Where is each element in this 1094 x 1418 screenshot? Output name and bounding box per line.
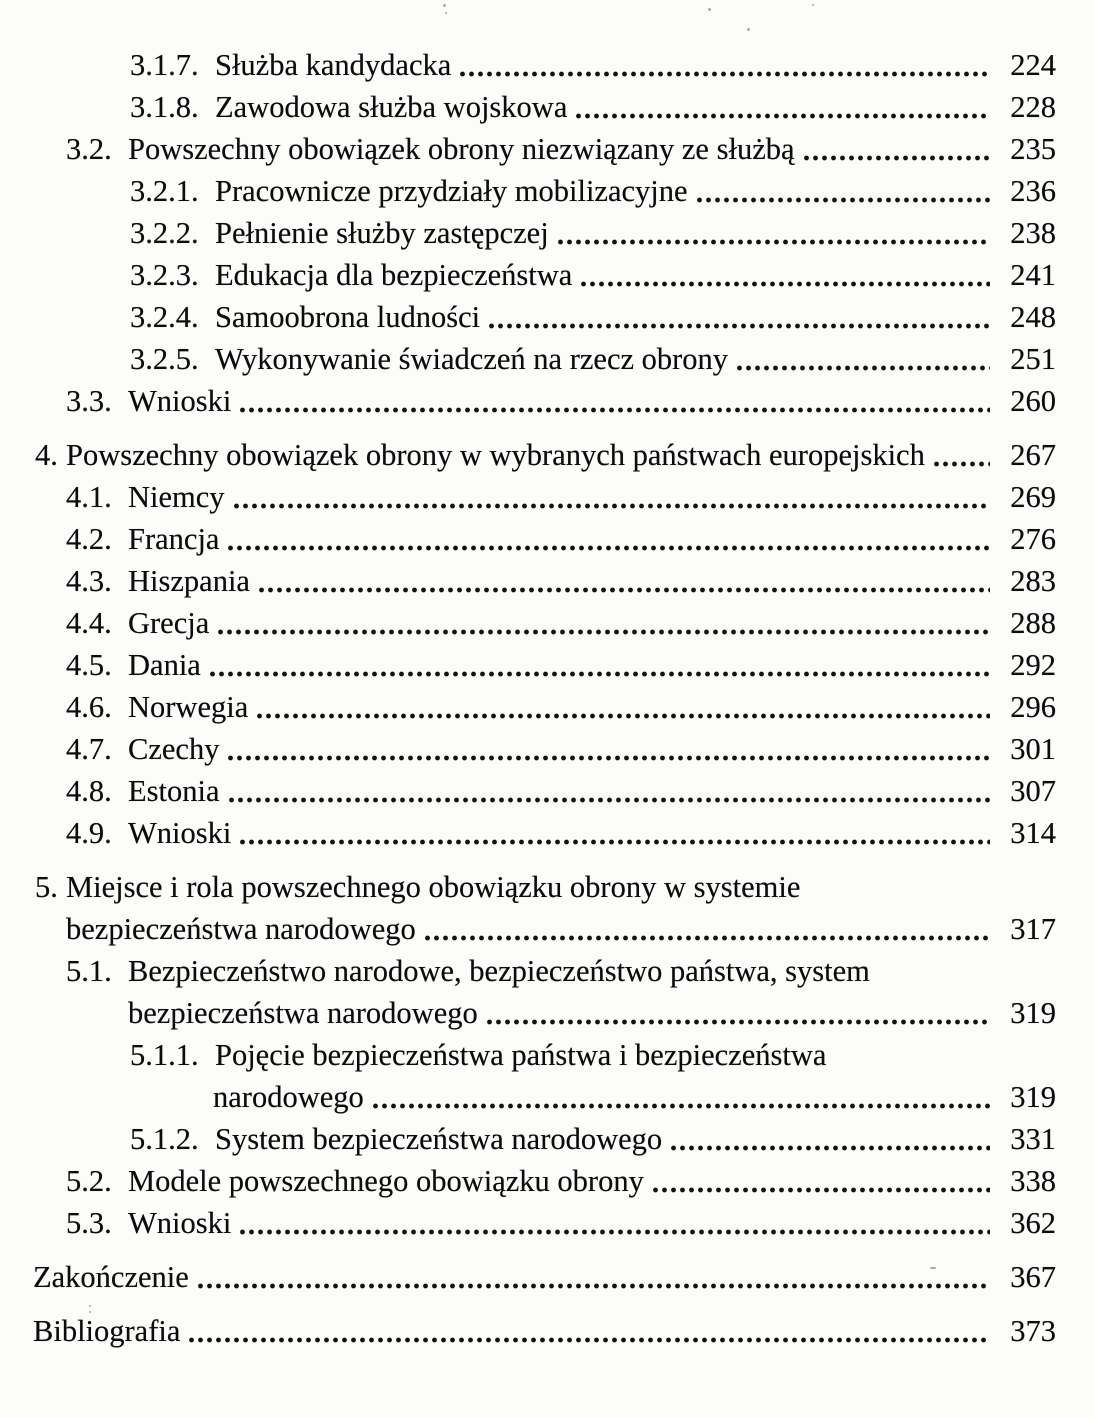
toc-entry-line	[0, 296, 1056, 338]
toc-entry-line	[0, 1034, 1056, 1076]
dot-leader	[371, 1103, 990, 1109]
dot-leader	[232, 503, 990, 509]
toc-entry-line	[0, 1256, 1056, 1298]
dot-leader	[423, 935, 990, 941]
toc-entry-number: 3.2.3.	[130, 258, 199, 292]
toc-entry-line	[0, 170, 1056, 212]
toc-entry-number: 5.	[35, 870, 58, 904]
toc-entry-title: Francja	[128, 522, 220, 556]
toc-entry-title: Pracownicze przydziały mobilizacyjne	[215, 174, 688, 208]
toc-entry-title: Służba kandydacka	[215, 48, 452, 82]
toc-page-number: 301	[1010, 732, 1056, 766]
toc-entry-number: 3.1.8.	[130, 90, 199, 124]
toc-entry-line	[0, 128, 1056, 170]
dot-leader	[187, 1337, 990, 1343]
toc-entry-line	[0, 1118, 1056, 1160]
toc-entry-line	[0, 728, 1056, 770]
toc-page-number: 260	[1010, 384, 1056, 418]
toc-entry-number: 5.1.1.	[130, 1038, 199, 1072]
scan-speck	[89, 1305, 91, 1307]
toc-entry-number: 3.2.1.	[130, 174, 199, 208]
toc-page-number: 248	[1010, 300, 1056, 334]
toc-entry-line	[0, 1160, 1056, 1202]
toc-entry-title: Estonia	[128, 774, 220, 808]
toc-entry-title: Dania	[128, 648, 201, 682]
toc-entry-number: 4.5.	[66, 648, 112, 682]
toc-entry-title: Wnioski	[128, 1206, 232, 1240]
toc-entry-title: Powszechny obowiązek obrony w wybranych państwach europejskich	[66, 438, 925, 472]
toc-entry-number: 3.2.5.	[130, 342, 199, 376]
toc-page-number: 224	[1010, 48, 1056, 82]
toc-entry-line	[0, 212, 1056, 254]
scan-speck	[445, 12, 447, 14]
toc-entry-title: Hiszpania	[128, 564, 250, 598]
toc-entry-title: bezpieczeństwa narodowego	[66, 912, 416, 946]
toc-entry-line	[0, 770, 1056, 812]
toc-entry-title: Norwegia	[128, 690, 249, 724]
toc-entry-line	[0, 380, 1056, 422]
toc-entry-title: System bezpieczeństwa narodowego	[215, 1122, 663, 1156]
dot-leader	[735, 365, 990, 371]
toc-entry-number: 4.8.	[66, 774, 112, 808]
toc-entry-line	[0, 812, 1056, 854]
toc-entry-line	[0, 560, 1056, 602]
toc-page-number: 267	[1010, 438, 1056, 472]
toc-entry-number: 5.1.	[66, 954, 112, 988]
toc-entry-number: 4.6.	[66, 690, 112, 724]
toc-entry-number: 4.4.	[66, 606, 112, 640]
dot-leader	[196, 1283, 990, 1289]
toc-entry-title: Powszechny obowiązek obrony niezwiązany ze służbą	[128, 132, 795, 166]
toc-page-number: 331	[1010, 1122, 1056, 1156]
dot-leader	[579, 281, 990, 287]
toc-entry-title: Wnioski	[128, 384, 232, 418]
dot-leader	[226, 545, 990, 551]
toc-entry-number: 3.2.4.	[130, 300, 199, 334]
scan-speck	[443, 4, 446, 7]
toc-entry-number: 4.2.	[66, 522, 112, 556]
toc-entry-title: Pojęcie bezpieczeństwa państwa i bezpieczeństwa	[215, 1038, 827, 1072]
toc-page-number: 288	[1010, 606, 1056, 640]
toc-entry-line	[0, 518, 1056, 560]
toc-page-number: 338	[1010, 1164, 1056, 1198]
toc-entry-line	[0, 338, 1056, 380]
dot-leader	[695, 197, 990, 203]
toc-entry-title: Samoobrona ludności	[215, 300, 481, 334]
toc-entry-number: 3.3.	[66, 384, 112, 418]
toc-entry-line	[0, 1310, 1056, 1352]
toc-page-number: 228	[1010, 90, 1056, 124]
toc-entry-line	[0, 992, 1056, 1034]
dot-leader	[932, 461, 990, 467]
toc-page-number: 317	[1010, 912, 1056, 946]
dot-leader	[226, 755, 990, 761]
toc-entry-number: 4.1.	[66, 480, 112, 514]
toc-entry-number: 4.3.	[66, 564, 112, 598]
dot-leader	[238, 1229, 990, 1235]
dot-leader	[574, 113, 990, 119]
dot-leader	[238, 839, 990, 845]
dot-leader	[556, 239, 990, 245]
toc-entry-line	[0, 476, 1056, 518]
dot-leader	[257, 587, 990, 593]
scan-speck	[747, 28, 750, 31]
toc-entry-number: 5.2.	[66, 1164, 112, 1198]
toc-entry-title: Pełnienie służby zastępczej	[215, 216, 549, 250]
toc-entry-title: Zawodowa służba wojskowa	[215, 90, 568, 124]
toc-page-number: 251	[1010, 342, 1056, 376]
toc-entry-title: Czechy	[128, 732, 220, 766]
dot-leader	[487, 323, 990, 329]
toc-entry-number: 4.9.	[66, 816, 112, 850]
toc-entry-line	[0, 254, 1056, 296]
toc-page-number: 373	[1010, 1314, 1056, 1348]
dot-leader	[208, 671, 990, 677]
toc-page-number: 235	[1010, 132, 1056, 166]
toc-entry-line	[0, 44, 1056, 86]
toc-entry-line	[0, 602, 1056, 644]
toc-page-number: 241	[1010, 258, 1056, 292]
toc-entry-number: 4.7.	[66, 732, 112, 766]
toc-entry-line	[0, 1202, 1056, 1244]
dot-leader	[651, 1187, 990, 1193]
toc-page-number: 319	[1010, 996, 1056, 1030]
toc-entry-title: narodowego	[213, 1080, 364, 1114]
toc-page-number: 236	[1010, 174, 1056, 208]
toc-entry-line	[0, 686, 1056, 728]
toc-entry-title: bezpieczeństwa narodowego	[128, 996, 478, 1030]
toc-page-number: 276	[1010, 522, 1056, 556]
toc-entry-title: Wykonywanie świadczeń na rzecz obrony	[215, 342, 729, 376]
dot-leader	[802, 155, 990, 161]
toc-entry-line	[0, 950, 1056, 992]
toc-entry-number: 4.	[35, 438, 58, 472]
toc-page-number: 269	[1010, 480, 1056, 514]
toc-entry-number: 5.1.2.	[130, 1122, 199, 1156]
toc-page-number: 314	[1010, 816, 1056, 850]
toc-entry-title: Bezpieczeństwo narodowe, bezpieczeństwo państwa, system	[128, 954, 870, 988]
toc-entry-line	[0, 866, 1056, 908]
toc-page-number: 283	[1010, 564, 1056, 598]
toc-entry-title: Modele powszechnego obowiązku obrony	[128, 1164, 644, 1198]
toc-page-number: 367	[1010, 1260, 1056, 1294]
toc-entry-title: Niemcy	[128, 480, 225, 514]
toc-page-number: 292	[1010, 648, 1056, 682]
scan-speck	[812, 4, 814, 6]
toc-page-number: 362	[1010, 1206, 1056, 1240]
toc-entry-number: 3.1.7.	[130, 48, 199, 82]
dot-leader	[227, 797, 991, 803]
dot-leader	[669, 1145, 990, 1151]
toc-entry-number: 5.3.	[66, 1206, 112, 1240]
scan-speck	[89, 1311, 91, 1313]
dot-leader	[485, 1019, 990, 1025]
toc-entry-title: Bibliografia	[33, 1314, 181, 1348]
toc-entry-title: Wnioski	[128, 816, 232, 850]
toc-entry-title: Miejsce i rola powszechnego obowiązku obrony w systemie	[66, 870, 801, 904]
toc-page-number: 238	[1010, 216, 1056, 250]
toc-entry-number: 3.2.2.	[130, 216, 199, 250]
dot-leader	[458, 71, 990, 77]
toc-entry-title: Grecja	[128, 606, 210, 640]
toc-entry-line	[0, 1076, 1056, 1118]
dot-leader	[255, 713, 990, 719]
toc-page-number: 319	[1010, 1080, 1056, 1114]
toc-entry-title: Edukacja dla bezpieczeństwa	[215, 258, 573, 292]
scan-speck	[930, 1267, 936, 1269]
toc-entry-number: 3.2.	[66, 132, 112, 166]
dot-leader	[216, 629, 990, 635]
toc-page-number: 296	[1010, 690, 1056, 724]
toc-entry-line	[0, 434, 1056, 476]
toc-page-number: 307	[1010, 774, 1056, 808]
dot-leader	[238, 407, 990, 413]
toc-entry-line	[0, 86, 1056, 128]
toc-entry-title: Zakończenie	[33, 1260, 189, 1294]
toc-entry-line	[0, 644, 1056, 686]
scan-speck	[708, 8, 711, 11]
toc-entry-line	[0, 908, 1056, 950]
